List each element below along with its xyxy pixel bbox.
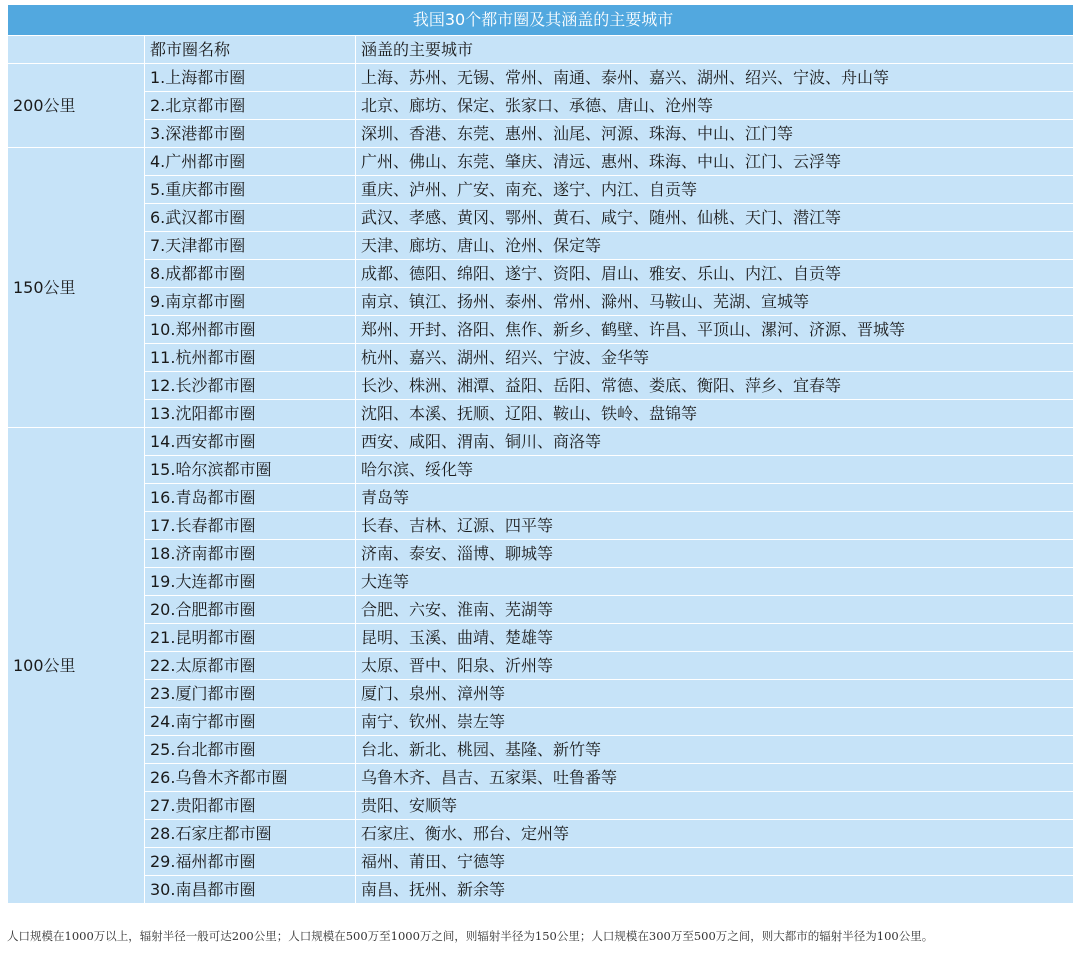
cities-cell: 南宁、钦州、崇左等 [356,708,1074,736]
cities-cell: 广州、佛山、东莞、肇庆、清远、惠州、珠海、中山、江门、云浮等 [356,148,1074,176]
metro-name-cell: 25.台北都市圈 [145,736,356,764]
cities-cell: 郑州、开封、洛阳、焦作、新乡、鹤壁、许昌、平顶山、漯河、济源、晋城等 [356,316,1074,344]
metro-name-cell: 10.郑州都市圈 [145,316,356,344]
metro-name-cell: 15.哈尔滨都市圈 [145,456,356,484]
table-row [8,512,1074,540]
metro-name-cell: 3.深港都市圈 [145,120,356,148]
table-row [8,680,1074,708]
table-row [8,708,1074,736]
cities-cell: 天津、廊坊、唐山、沧州、保定等 [356,232,1074,260]
table-row [8,148,1074,176]
table-body [8,64,1074,904]
cities-cell: 台北、新北、桃园、基隆、新竹等 [356,736,1074,764]
cities-cell: 济南、泰安、淄博、聊城等 [356,540,1074,568]
metro-name-cell: 28.石家庄都市圈 [145,820,356,848]
radius-group-cell: 150公里 [8,148,145,428]
cities-cell: 南昌、抚州、新余等 [356,876,1074,904]
table-row [8,92,1074,120]
metro-name-cell: 14.西安都市圈 [145,428,356,456]
cities-cell: 哈尔滨、绥化等 [356,456,1074,484]
table-row [8,344,1074,372]
table-row [8,316,1074,344]
metro-name-cell: 16.青岛都市圈 [145,484,356,512]
cities-cell: 大连等 [356,568,1074,596]
metro-name-cell: 18.济南都市圈 [145,540,356,568]
header-cities: 涵盖的主要城市 [356,36,1074,64]
metro-name-cell: 7.天津都市圈 [145,232,356,260]
table-row [8,176,1074,204]
radius-group-cell: 200公里 [8,64,145,148]
table-row [8,260,1074,288]
table-row [8,204,1074,232]
metro-name-cell: 9.南京都市圈 [145,288,356,316]
table-row [8,624,1074,652]
cities-cell: 重庆、泸州、广安、南充、遂宁、内江、自贡等 [356,176,1074,204]
metro-name-cell: 13.沈阳都市圈 [145,400,356,428]
metro-name-cell: 23.厦门都市圈 [145,680,356,708]
cities-cell: 太原、晋中、阳泉、沂州等 [356,652,1074,680]
table-row [8,792,1074,820]
table-row [8,372,1074,400]
cities-cell: 北京、廊坊、保定、张家口、承德、唐山、沧州等 [356,92,1074,120]
metro-name-cell: 4.广州都市圈 [145,148,356,176]
table-row [8,484,1074,512]
title-row [8,5,1074,36]
metro-table-sheet [7,4,1073,904]
table-row [8,820,1074,848]
cities-cell: 乌鲁木齐、昌吉、五家渠、吐鲁番等 [356,764,1074,792]
table-row [8,848,1074,876]
metro-name-cell: 26.乌鲁木齐都市圈 [145,764,356,792]
metro-name-cell: 19.大连都市圈 [145,568,356,596]
cities-cell: 成都、德阳、绵阳、遂宁、资阳、眉山、雅安、乐山、内江、自贡等 [356,260,1074,288]
metro-name-cell: 24.南宁都市圈 [145,708,356,736]
table-row [8,652,1074,680]
footnote: 人口规模在1000万以上，辐射半径一般可达200公里；人口规模在500万至1000万之间，则辐射半径为150公里；人口规模在300万至500万之间，则大都市的辐射半径为100公里。 [7,929,934,943]
header-row [8,36,1074,64]
metro-name-cell: 6.武汉都市圈 [145,204,356,232]
table-row [8,428,1074,456]
metro-name-cell: 12.长沙都市圈 [145,372,356,400]
cities-cell: 沈阳、本溪、抚顺、辽阳、鞍山、铁岭、盘锦等 [356,400,1074,428]
table-row [8,540,1074,568]
metro-name-cell: 27.贵阳都市圈 [145,792,356,820]
table-row [8,64,1074,92]
cities-cell: 贵阳、安顺等 [356,792,1074,820]
metro-name-cell: 1.上海都市圈 [145,64,356,92]
metro-name-cell: 30.南昌都市圈 [145,876,356,904]
header-radius [8,36,145,64]
cities-cell: 青岛等 [356,484,1074,512]
table-row [8,596,1074,624]
table-row [8,400,1074,428]
metro-areas-table [7,4,1074,904]
radius-group-cell: 100公里 [8,428,145,904]
metro-name-cell: 21.昆明都市圈 [145,624,356,652]
cities-cell: 西安、咸阳、渭南、铜川、商洛等 [356,428,1074,456]
table-row [8,120,1074,148]
cities-cell: 长沙、株洲、湘潭、益阳、岳阳、常德、娄底、衡阳、萍乡、宜春等 [356,372,1074,400]
metro-name-cell: 11.杭州都市圈 [145,344,356,372]
cities-cell: 深圳、香港、东莞、惠州、汕尾、河源、珠海、中山、江门等 [356,120,1074,148]
cities-cell: 杭州、嘉兴、湖州、绍兴、宁波、金华等 [356,344,1074,372]
table-row [8,568,1074,596]
table-row [8,456,1074,484]
table-row [8,288,1074,316]
cities-cell: 厦门、泉州、漳州等 [356,680,1074,708]
table-row [8,736,1074,764]
cities-cell: 武汉、孝感、黄冈、鄂州、黄石、咸宁、随州、仙桃、天门、潜江等 [356,204,1074,232]
cities-cell: 昆明、玉溪、曲靖、楚雄等 [356,624,1074,652]
metro-name-cell: 29.福州都市圈 [145,848,356,876]
table-title: 我国30个都市圈及其涵盖的主要城市 [8,5,1074,36]
cities-cell: 福州、莆田、宁德等 [356,848,1074,876]
metro-name-cell: 20.合肥都市圈 [145,596,356,624]
cities-cell: 南京、镇江、扬州、泰州、常州、滁州、马鞍山、芜湖、宣城等 [356,288,1074,316]
metro-name-cell: 2.北京都市圈 [145,92,356,120]
cities-cell: 上海、苏州、无锡、常州、南通、泰州、嘉兴、湖州、绍兴、宁波、舟山等 [356,64,1074,92]
metro-name-cell: 5.重庆都市圈 [145,176,356,204]
table-row [8,764,1074,792]
cities-cell: 合肥、六安、淮南、芜湖等 [356,596,1074,624]
metro-name-cell: 22.太原都市圈 [145,652,356,680]
header-metro-name: 都市圈名称 [145,36,356,64]
cities-cell: 石家庄、衡水、邢台、定州等 [356,820,1074,848]
metro-name-cell: 8.成都都市圈 [145,260,356,288]
table-row [8,876,1074,904]
cities-cell: 长春、吉林、辽源、四平等 [356,512,1074,540]
table-row [8,232,1074,260]
metro-name-cell: 17.长春都市圈 [145,512,356,540]
